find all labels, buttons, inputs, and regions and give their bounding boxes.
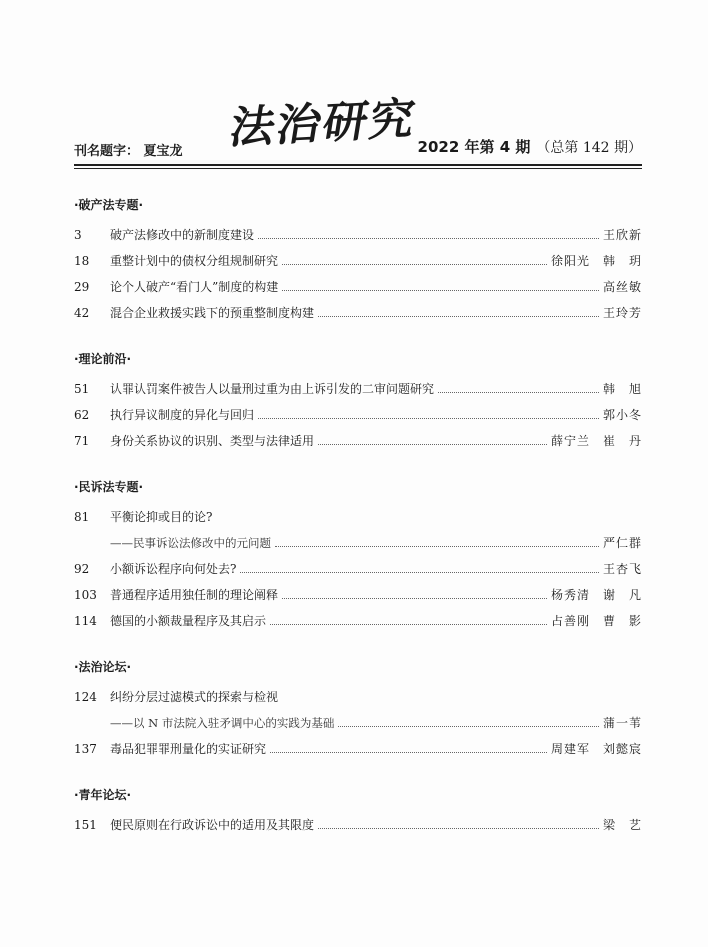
article-title: 混合企业救援实践下的预重整制度构建: [110, 306, 315, 320]
page-number: 81: [74, 510, 90, 524]
dot-leader: [282, 290, 599, 291]
section-title: ·民诉法专题·: [74, 480, 144, 494]
toc-entry[interactable]: [74, 736, 642, 762]
page-number: 103: [74, 588, 97, 602]
toc-entry[interactable]: [74, 376, 642, 402]
toc-entry[interactable]: [74, 684, 642, 710]
journal-logo: 法治研究: [226, 93, 421, 155]
masthead: [74, 92, 642, 170]
toc-entry[interactable]: [74, 248, 642, 274]
toc-entry[interactable]: [74, 274, 642, 300]
section-title: ·青年论坛·: [74, 788, 132, 802]
article-title: 平衡论抑或目的论?: [110, 510, 213, 524]
page-number: 29: [74, 280, 90, 294]
article-title: 身份关系协议的识别、类型与法律适用: [110, 434, 315, 448]
section-title: ·法治论坛·: [74, 660, 132, 674]
header-rule-thin: [74, 168, 642, 169]
article-title: 毒品犯罪罪刑量化的实证研究: [110, 742, 267, 756]
dot-leader: [318, 316, 599, 317]
page-number: 62: [74, 408, 90, 422]
page-number: 18: [74, 254, 90, 268]
toc-entry[interactable]: [74, 556, 642, 582]
header-rule-thick: [74, 164, 642, 166]
dot-leader: [318, 828, 599, 829]
dot-leader: [270, 624, 547, 625]
page-number: 124: [74, 690, 97, 704]
dot-leader: [282, 264, 547, 265]
page-number: 42: [74, 306, 90, 320]
toc-entry-subtitle[interactable]: [74, 530, 642, 556]
article-author: 郭小冬: [602, 408, 642, 422]
article-author: 王玲芳: [602, 306, 642, 320]
article-author: 周建军 刘懿宸: [550, 742, 642, 756]
dot-leader: [258, 238, 599, 239]
article-title: 认罪认罚案件被告人以量刑过重为由上诉引发的二审问题研究: [110, 382, 435, 396]
issue-info: [418, 136, 642, 157]
toc-entry[interactable]: [74, 222, 642, 248]
article-author: 韩 旭: [602, 382, 642, 396]
toc-entry[interactable]: [74, 582, 642, 608]
dot-leader: [270, 752, 547, 753]
section-title: ·理论前沿·: [74, 352, 132, 366]
article-title: 便民原则在行政诉讼中的适用及其限度: [110, 818, 315, 832]
article-title: 小额诉讼程序向何处去?: [110, 562, 237, 576]
toc-entry[interactable]: [74, 402, 642, 428]
article-author: 严仁群: [602, 536, 642, 550]
toc-entry[interactable]: [74, 428, 642, 454]
article-author: 薛宁兰 崔 丹: [550, 434, 642, 448]
page-number: 3: [74, 228, 82, 242]
page-number: 71: [74, 434, 90, 448]
article-author: 王欣新: [602, 228, 642, 242]
article-author: 蒲一苇: [602, 716, 642, 730]
page-number: 151: [74, 818, 97, 832]
dot-leader: [338, 726, 599, 727]
article-title: 普通程序适用独任制的理论阐释: [110, 588, 279, 602]
article-author: 王杏飞: [602, 562, 642, 576]
article-title: 执行异议制度的异化与回归: [110, 408, 255, 422]
toc-entry-subtitle[interactable]: [74, 710, 642, 736]
toc-section: [74, 350, 642, 454]
article-title: 论个人破产“看门人”制度的构建: [110, 280, 279, 294]
page-number: 137: [74, 742, 97, 756]
dot-leader: [240, 572, 599, 573]
page-number: 92: [74, 562, 90, 576]
toc-section: [74, 786, 642, 838]
toc-entry[interactable]: [74, 608, 642, 634]
total-issue-number: （总第 142 期）: [536, 140, 642, 156]
dot-leader: [275, 546, 599, 547]
section-title: ·破产法专题·: [74, 198, 144, 212]
dot-leader: [282, 598, 547, 599]
article-title: 纠纷分层过滤模式的探索与检视: [110, 690, 279, 704]
article-author: 梁 艺: [602, 818, 642, 832]
article-author: 占善刚 曹 影: [550, 614, 642, 628]
article-title: ——民事诉讼法修改中的元问题: [110, 536, 271, 550]
dot-leader: [318, 444, 547, 445]
toc-section: [74, 196, 642, 326]
toc-entry[interactable]: [74, 812, 642, 838]
table-of-contents: [74, 196, 642, 862]
article-title: 重整计划中的债权分组规制研究: [110, 254, 279, 268]
toc-section: [74, 658, 642, 762]
toc-entry[interactable]: [74, 300, 642, 326]
article-title: 破产法修改中的新制度建设: [110, 228, 255, 242]
page-number: 51: [74, 382, 90, 396]
title-inscription: 刊名题字： 夏宝龙: [74, 144, 183, 159]
page-number: 114: [74, 614, 97, 628]
article-title: 德国的小额裁量程序及其启示: [110, 614, 267, 628]
toc-section: [74, 478, 642, 634]
article-author: 杨秀清 谢 凡: [550, 588, 642, 602]
dot-leader: [258, 418, 599, 419]
article-title: ——以 N 市法院入驻矛调中心的实践为基础: [110, 716, 335, 730]
dot-leader: [438, 392, 599, 393]
toc-entry[interactable]: [74, 504, 642, 530]
article-author: 高丝敏: [602, 280, 642, 294]
article-author: 徐阳光 韩 玥: [550, 254, 642, 268]
issue-number: 2022 年第 4 期: [417, 138, 531, 156]
